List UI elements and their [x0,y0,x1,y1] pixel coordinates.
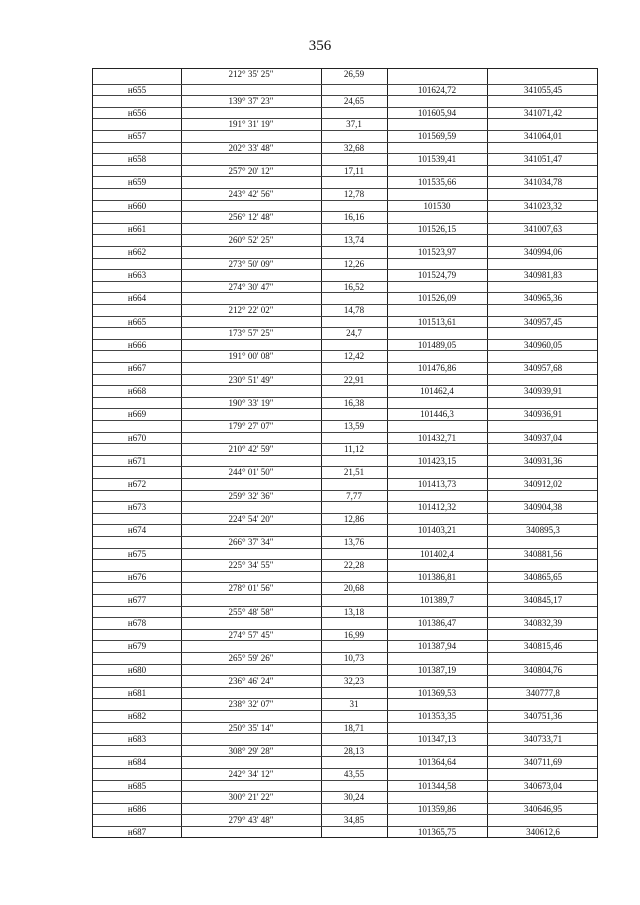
distance-cell: 16,52 [343,281,365,292]
point-id-cell: н655 [127,84,147,95]
angle-cell: 250° 35' 14" [228,722,274,733]
distance-cell: 32,68 [343,142,365,153]
x-coordinate-cell: 101446,3 [420,409,454,420]
point-id-cell: н679 [127,641,147,652]
angle-cell: 278° 01' 56" [228,583,274,594]
distance-cell: 26,59 [343,69,365,79]
x-coordinate-cell: 101413,73 [417,479,457,489]
y-coordinate-cell: 340960,05 [523,339,563,350]
point-id-cell: н677 [127,595,147,605]
distance-cell: 13,76 [343,537,365,547]
x-coordinate-cell: 101386,81 [417,571,457,582]
angle-cell: 265° 59' 26" [228,653,274,663]
x-coordinate-cell: 101476,86 [417,363,457,373]
angle-cell: 260° 52' 25" [228,235,274,246]
x-coordinate-cell: 101523,97 [417,247,457,257]
distance-cell: 17,11 [344,165,364,176]
angle-cell: 179° 27' 07" [228,421,274,431]
y-coordinate-cell: 340957,68 [523,363,563,373]
x-coordinate-cell: 101387,19 [417,664,457,675]
angle-cell: 256° 12' 48" [228,212,274,223]
y-coordinate-cell: 340865,65 [523,571,563,582]
x-coordinate-cell: 101524,79 [417,270,457,281]
distance-cell: 24,7 [346,328,362,339]
x-coordinate-cell: 101513,61 [417,316,457,327]
angle-cell: 308° 29' 28" [228,745,274,756]
point-id-cell: н684 [127,757,147,768]
y-coordinate-cell: 340646,95 [523,803,563,814]
angle-cell: 242° 34' 12" [228,769,274,779]
angle-cell: 244° 01' 50" [228,467,274,478]
point-id-cell: н663 [127,270,147,281]
x-coordinate-cell: 101526,15 [417,223,457,234]
angle-cell: 257° 20' 12" [228,165,274,176]
y-coordinate-cell: 340815,46 [523,641,563,652]
distance-cell: 31 [349,699,359,710]
y-coordinate-cell: 340981,83 [523,270,563,281]
point-id-cell: н678 [127,618,147,629]
point-id-cell: н661 [127,223,147,234]
x-coordinate-cell: 101353,35 [417,711,457,721]
x-coordinate-cell: 101369,53 [417,687,457,698]
distance-cell: 37,1 [346,119,362,130]
distance-cell: 10,73 [343,653,365,663]
distance-cell: 14,78 [343,305,365,315]
angle-cell: 224° 54' 20" [228,513,274,524]
x-coordinate-cell: 101389,7 [420,595,454,605]
x-coordinate-cell: 101432,71 [417,432,457,443]
y-coordinate-cell: 340673,04 [523,780,563,791]
distance-cell: 24,65 [343,96,365,107]
x-coordinate-cell: 101624,72 [417,84,457,95]
y-coordinate-cell: 341055,45 [523,84,563,95]
angle-cell: 191° 31' 19" [228,119,274,130]
angle-cell: 212° 35' 25" [228,69,274,79]
x-coordinate-cell: 101526,09 [417,293,457,304]
point-id-cell: н676 [127,571,147,582]
y-coordinate-cell: 341064,01 [523,131,563,141]
distance-cell: 16,16 [343,212,365,223]
y-coordinate-cell: 340895,3 [526,525,560,536]
angle-cell: 274° 57' 45" [228,629,274,640]
distance-cell: 21,51 [343,467,365,478]
y-coordinate-cell: 340939,91 [523,386,563,397]
x-coordinate-cell: 101605,94 [417,107,457,118]
x-coordinate-cell: 101539,41 [417,154,457,165]
distance-cell: 22,28 [343,560,365,571]
angle-cell: 300° 21' 22" [228,792,274,803]
angle-cell: 190° 33' 19" [228,397,274,408]
x-coordinate-cell: 101569,59 [417,131,457,141]
point-id-cell: н669 [127,409,147,420]
point-id-cell: н680 [127,664,147,675]
x-coordinate-cell: 101387,94 [417,641,457,652]
point-id-cell: н685 [127,780,147,791]
x-coordinate-cell: 101344,58 [417,780,457,791]
angle-cell: 230° 51' 49" [228,374,274,385]
distance-cell: 32,23 [343,676,365,687]
y-coordinate-cell: 340845,17 [523,595,563,605]
angle-cell: 274° 30' 47" [228,281,274,292]
angle-cell: 191° 00' 08" [228,351,274,362]
point-id-cell: н656 [127,107,147,118]
distance-cell: 16,99 [343,629,365,640]
y-coordinate-cell: 340937,04 [523,432,563,443]
point-id-cell: н664 [127,293,147,304]
angle-cell: 279° 43' 48" [228,815,274,826]
y-coordinate-cell: 340936,91 [523,409,563,420]
point-id-cell: н667 [127,363,147,373]
distance-cell: 20,68 [343,583,365,594]
distance-cell: 12,86 [343,513,365,524]
x-coordinate-cell: 101412,32 [417,502,457,513]
angle-cell: 255° 48' 58" [228,606,274,617]
point-id-cell: н671 [127,455,147,466]
x-coordinate-cell: 101364,64 [417,757,457,768]
point-id-cell: н675 [127,548,147,559]
y-coordinate-cell: 340751,36 [523,711,563,721]
distance-cell: 11,12 [344,444,364,455]
angle-cell: 259° 32' 36" [228,490,274,501]
y-coordinate-cell: 341023,32 [523,200,563,211]
x-coordinate-cell: 101403,21 [417,525,457,536]
x-coordinate-cell: 101386,47 [417,618,457,629]
y-coordinate-cell: 340733,71 [523,734,563,745]
point-id-cell: н670 [127,432,147,443]
distance-cell: 34,85 [343,815,365,826]
point-id-cell: н666 [127,339,147,350]
point-id-cell: н660 [127,200,147,211]
x-coordinate-cell: 101535,66 [417,177,457,188]
distance-cell: 28,13 [343,745,365,756]
distance-cell: 43,55 [343,769,365,779]
point-id-cell: н659 [127,177,147,188]
point-id-cell: н681 [127,687,147,698]
distance-cell: 13,59 [343,421,365,431]
distance-cell: 12,42 [343,351,365,362]
distance-cell: 7,77 [346,490,362,501]
x-coordinate-cell: 101365,75 [417,827,457,837]
y-coordinate-cell: 340904,38 [523,502,563,513]
y-coordinate-cell: 340994,06 [523,247,563,257]
angle-cell: 173° 57' 25" [228,328,274,339]
point-id-cell: н682 [127,711,147,721]
distance-cell: 18,71 [343,722,365,733]
angle-cell: 212° 22' 02" [228,305,274,315]
page-number: 356 [308,38,332,54]
y-coordinate-cell: 340957,45 [523,316,563,327]
angle-cell: 139° 37' 23" [228,96,274,107]
point-id-cell: н687 [127,827,147,837]
x-coordinate-cell: 101462,4 [420,386,454,397]
point-id-cell: н658 [127,154,147,165]
point-id-cell: н668 [127,386,147,397]
angle-cell: 238° 32' 07" [228,699,274,710]
point-id-cell: н672 [127,479,147,489]
angle-cell: 243° 42' 56" [228,189,274,199]
point-id-cell: н674 [127,525,147,536]
point-id-cell: н665 [127,316,147,327]
y-coordinate-cell: 341071,42 [523,107,563,118]
y-coordinate-cell: 340711,69 [524,757,562,768]
distance-cell: 12,26 [343,258,365,269]
angle-cell: 266° 37' 34" [228,537,274,547]
y-coordinate-cell: 340931,36 [523,455,563,466]
x-coordinate-cell: 101359,86 [417,803,457,814]
x-coordinate-cell: 101347,13 [417,734,457,745]
y-coordinate-cell: 340832,39 [523,618,563,629]
angle-cell: 273° 50' 09" [228,258,274,269]
y-coordinate-cell: 340965,36 [523,293,563,304]
distance-cell: 13,18 [343,606,365,617]
y-coordinate-cell: 341034,78 [523,177,563,188]
distance-cell: 22,91 [343,374,365,385]
y-coordinate-cell: 340881,56 [523,548,563,559]
distance-cell: 13,74 [343,235,365,246]
distance-cell: 16,38 [343,397,365,408]
y-coordinate-cell: 340912,02 [523,479,563,489]
angle-cell: 236° 46' 24" [228,676,274,687]
y-coordinate-cell: 340804,76 [523,664,563,675]
coordinates-table [92,68,598,838]
point-id-cell: н686 [127,803,147,814]
x-coordinate-cell: 101402,4 [420,548,454,559]
y-coordinate-cell: 340612,6 [526,827,560,837]
x-coordinate-cell: 101489,05 [417,339,457,350]
y-coordinate-cell: 341051,47 [523,154,563,165]
y-coordinate-cell: 341007,63 [523,223,563,234]
point-id-cell: н673 [127,502,147,513]
y-coordinate-cell: 340777,8 [526,687,560,698]
point-id-cell: н657 [127,131,147,141]
distance-cell: 12,78 [343,189,365,199]
distance-cell: 30,24 [343,792,365,803]
angle-cell: 225° 34' 55" [228,560,274,571]
x-coordinate-cell: 101423,15 [417,455,457,466]
x-coordinate-cell: 101530 [423,200,451,211]
point-id-cell: н683 [127,734,147,745]
point-id-cell: н662 [127,247,147,257]
angle-cell: 202° 33' 48" [228,142,274,153]
angle-cell: 210° 42' 59" [228,444,274,455]
